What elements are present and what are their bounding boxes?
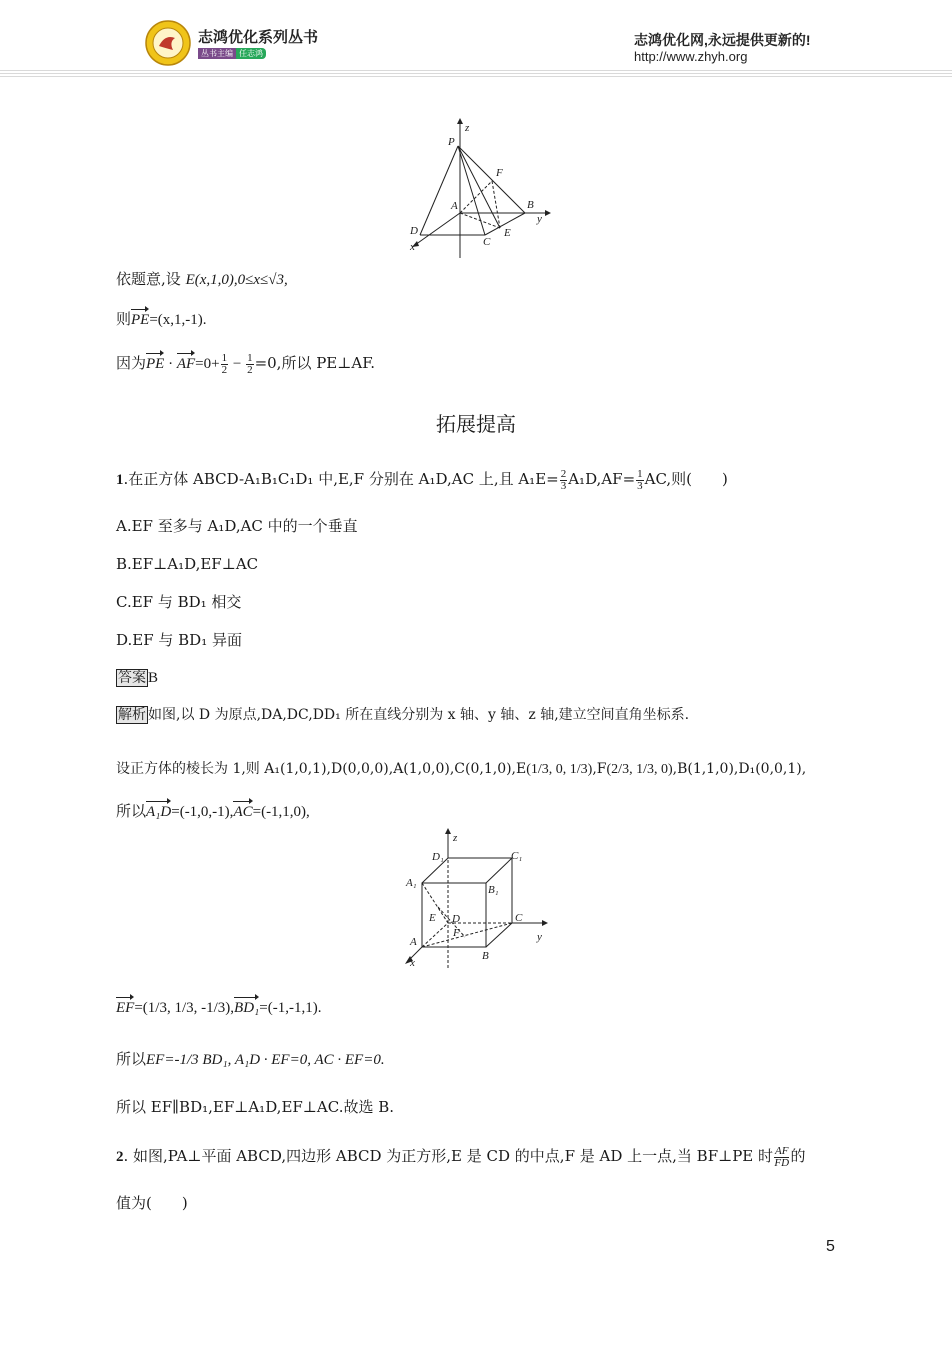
fig2-label-b: B <box>482 950 489 962</box>
ef-bd1-line: EF=(1/3, 1/3, -1/3),BD₁=(-1,-1,1). <box>116 996 321 1019</box>
problem-1-stem: 1.在正方体 ABCD-A₁B₁C₁D₁ 中,E,F 分别在 A₁D,AC 上,且 A₁E= $\frac{2}{3}$ A₁D,AF= $\frac{1}{3}$ AC,则( ) <box>116 467 728 492</box>
fig2-label-y: y <box>537 931 542 943</box>
solution-line-3: 因为PE · AF=0+ $\frac{1}{2}$ − $\frac{1}{2}$ =0,所以 PE⊥AF. <box>116 351 376 376</box>
fig1-label-d: D <box>410 225 418 237</box>
header-url[interactable]: http://www.zhyh.org <box>634 49 748 64</box>
fig1-label-z: z <box>465 122 470 134</box>
answer-line <box>116 666 158 689</box>
fig1-label-y: y <box>537 213 542 225</box>
fig2-label-b1: B₁ <box>488 884 499 896</box>
fig1-label-e: E <box>504 227 511 239</box>
header-rule <box>0 70 952 78</box>
solution-line-2: 则PE=(x,1,-1). <box>116 308 207 331</box>
analysis-line: 解析 如图,以 D 为原点,DA,DC,DD₁ 所在直线分别为 x 轴、y 轴、z 轴,建立空间直角坐标系. <box>118 707 690 723</box>
fig2-label-a: A <box>410 936 417 948</box>
editor-badge <box>198 48 266 59</box>
fig2-label-z: z <box>453 832 458 844</box>
option-b[interactable]: B.EF⊥A₁D,EF⊥AC <box>116 555 259 573</box>
cube-figure <box>400 828 560 970</box>
fig2-label-f: F <box>453 927 460 939</box>
section-title: 拓展提高 <box>436 414 516 436</box>
header-slogan: 志鸿优化网,永远提供更新的! <box>634 32 811 48</box>
page-number: 5 <box>826 1238 835 1255</box>
fig1-label-p: P <box>448 136 455 148</box>
relation-line: 所以EF=-1/3 BD₁, A₁D · EF=0, AC · EF=0. <box>116 1050 385 1068</box>
vector-pe: PE <box>131 309 149 331</box>
fig2-label-c1: C₁ <box>511 850 523 862</box>
series-title: 志鸿优化系列丛书 <box>198 29 319 46</box>
analysis-label: 解析 <box>118 707 146 723</box>
fig2-label-a1: A₁ <box>406 877 417 889</box>
option-c[interactable]: C.EF 与 BD₁ 相交 <box>116 593 242 611</box>
fig2-label-x: x <box>410 957 415 969</box>
solution-line-1: 依题意,设 E(x,1,0),0≤x≤√3, <box>116 270 288 288</box>
option-a[interactable]: A.EF 至多与 A₁D,AC 中的一个垂直 <box>116 517 358 535</box>
coords-line: 设正方体的棱长为 1,则 A₁(1,0,1),D(0,0,0),A(1,0,0),C(0,1,0),E(1/3, 0, 1/3),F(2/3, 1/3, 0),B(1,1,0),D₁(0,0,1), <box>116 761 807 777</box>
fig1-label-f: F <box>496 167 503 179</box>
fig2-label-e: E <box>429 912 436 924</box>
conclusion-line: 所以 EF∥BD₁,EF⊥A₁D,EF⊥AC.故选 B. <box>116 1098 395 1116</box>
publisher-logo <box>145 20 191 66</box>
fig1-label-a: A <box>451 200 458 212</box>
option-d[interactable]: D.EF 与 BD₁ 异面 <box>116 631 242 649</box>
fig1-label-c: C <box>483 236 491 248</box>
vectors-line: 所以A₁D=(-1,0,-1),AC=(-1,1,0), <box>116 800 310 823</box>
fig2-label-c: C <box>515 912 523 924</box>
editor-label: 丛书主编 <box>198 48 236 59</box>
fig1-label-b: B <box>527 199 534 211</box>
fig2-label-d: D <box>452 913 460 925</box>
problem-2-stem: 2. 如图,PA⊥平面 ABCD,四边形 ABCD 为正方形,E 是 CD 的中点,F 是 AD 上一点,当 BF⊥PE 时 $\frac{AF}{FD}$ 的 <box>116 1144 806 1169</box>
pyramid-figure <box>400 118 560 258</box>
problem-2-stem-line2: 值为( ) <box>116 1194 188 1212</box>
fig2-label-d1: D₁ <box>432 851 444 863</box>
header <box>0 0 952 80</box>
fig1-label-x: x <box>410 241 415 253</box>
answer-value: B <box>148 670 159 686</box>
answer-label: 答案 <box>118 670 146 686</box>
editor-name: 任志鸿 <box>236 48 266 59</box>
